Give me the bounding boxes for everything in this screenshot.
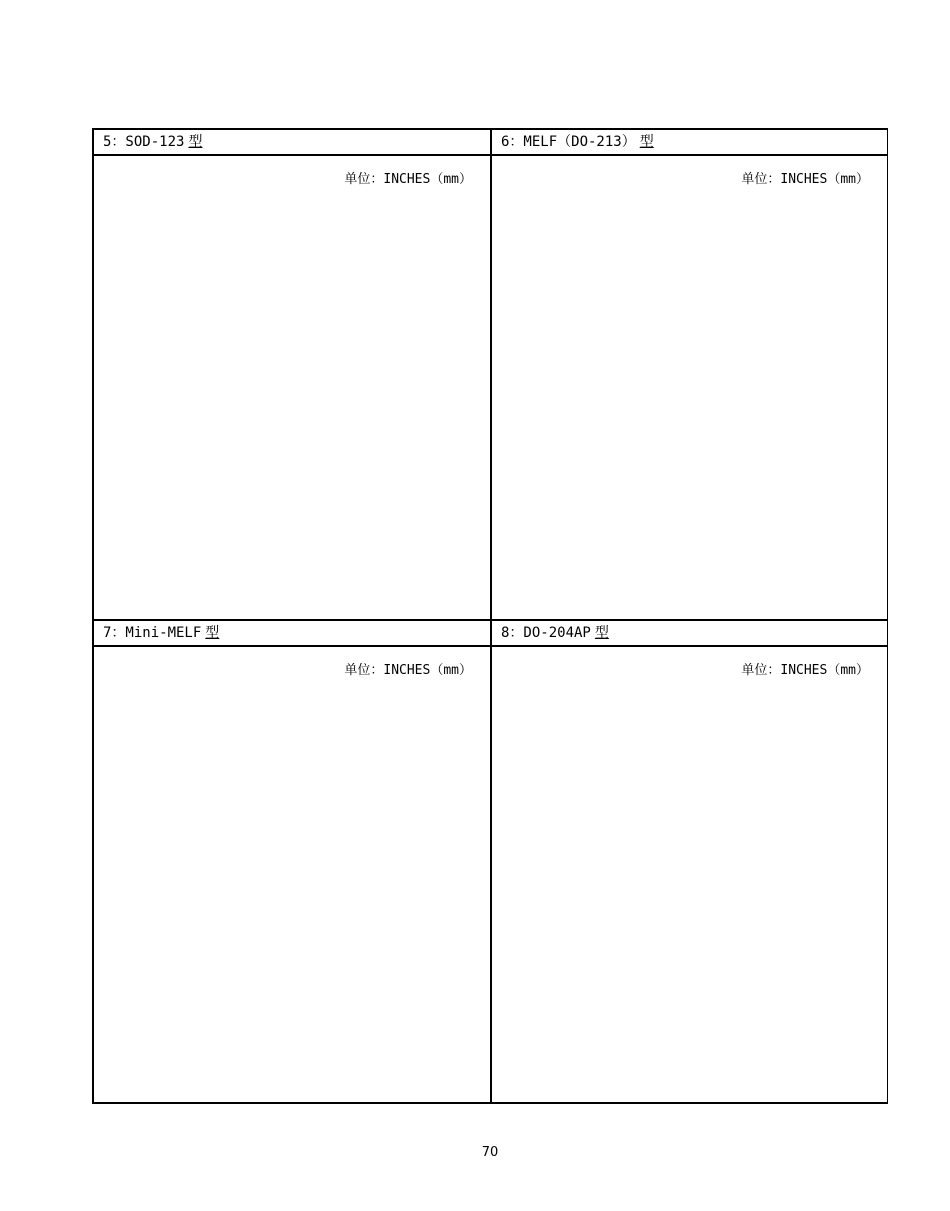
unit-label: 单位：INCHES（mm） <box>741 663 869 678</box>
cell-title-suffix: 型 <box>639 134 654 150</box>
unit-label: 单位：INCHES（mm） <box>741 172 869 187</box>
page-number: 70 <box>481 1145 499 1160</box>
cell-title: 7：Mini-MELF <box>103 625 202 641</box>
cell-title: 5：SOD-123 <box>103 134 185 150</box>
unit-label: 单位：INCHES（mm） <box>344 663 472 678</box>
cell-header <box>94 621 490 647</box>
package-cell-do-204ap <box>492 619 888 1102</box>
package-cell-mini-melf <box>94 619 492 1102</box>
package-cell-sod-123 <box>94 130 492 619</box>
cell-title-suffix: 型 <box>188 134 203 150</box>
cell-header <box>94 130 490 156</box>
cell-title-suffix: 型 <box>594 625 609 641</box>
cell-header <box>492 621 887 647</box>
cell-title: 8：DO-204AP <box>501 625 591 641</box>
package-grid <box>92 128 888 1104</box>
package-cell-melf <box>492 130 888 619</box>
cell-title: 6：MELF（DO-213） <box>501 134 636 150</box>
unit-label: 单位：INCHES（mm） <box>344 172 472 187</box>
cell-title-suffix: 型 <box>205 625 220 641</box>
cell-header <box>492 130 887 156</box>
